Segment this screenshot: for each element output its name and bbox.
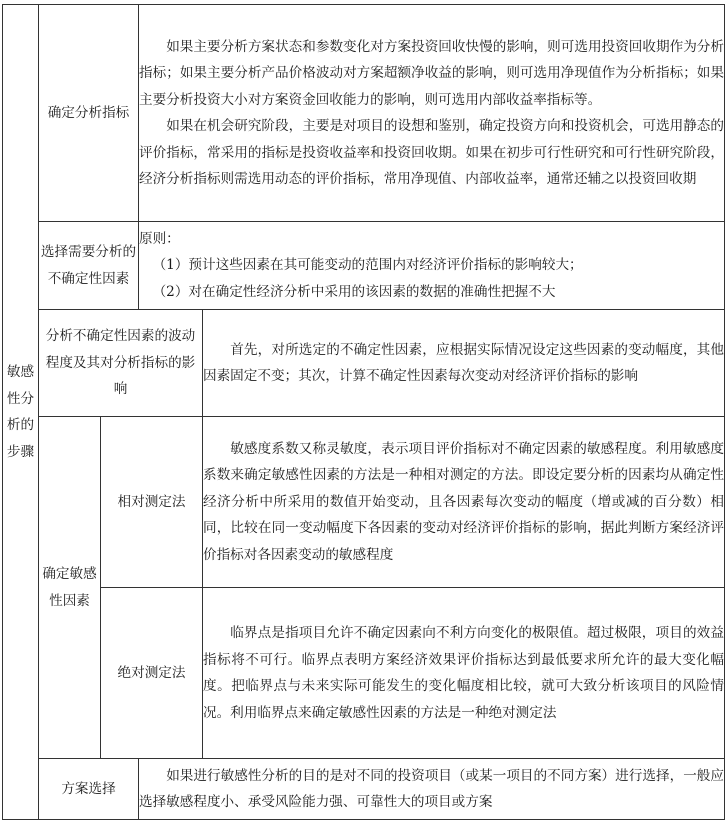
indicator-paragraph-2: 如果在机会研究阶段，主要是对项目的设想和鉴别，确定投资方向和投资机会，可选用静态的评价指标，常采用的指标是投资收益率和投资回收期。如果在初步可行性研究和可行性研究阶段，经济分析指标则需选用动态的评价指标，常用净现值、内部收益率，通常还辅之以投资回收期 [139,118,724,187]
indicator-paragraph-1: 如果主要分析方案状态和参数变化对方案投资回收快慢的影响，则可选用投资回收期作为分析指标；如果主要分析产品价格波动对方案超额净收益的影响，则可选用净现值作为分析指标；如果主要分析投资大小对方案资金回收能力的影响，则可选用内部收益率指标等。 [139,38,724,108]
row-label-indicator: 确定分析指标 [39,5,139,222]
absolute-text: 临界点是指项目允许不确定因素向不利方向变化的极限值。超过极限，项目的效益指标将不可行。临界点表明方案经济效果评价指标达到最低要求所允许的最大变化幅度。把临界点与未来实际可能发生的变化幅度相比较，就可大致分析该项目的风险情况。利用临界点来确定敏感性因素的方法是一种绝对测定法 [203,625,724,721]
row-label-fluctuation: 分析不确定性因素的波动程度及其对分析指标的影响 [39,310,203,417]
row-label-sensitive-factors: 确定敏感性因素 [39,417,101,759]
row-content-indicator [139,5,725,222]
row-content-fluctuation [203,310,725,417]
row-label-select-factors: 选择需要分析的不确定性因素 [39,222,139,310]
row-content-select-factors [139,222,725,310]
row-content-scheme-selection [139,759,725,820]
sensitivity-analysis-table [2,4,725,820]
row-content-relative [203,417,725,588]
row-content-absolute [203,588,725,759]
row-label-scheme-selection: 方案选择 [39,759,139,820]
fluctuation-text: 首先，对所选定的不确定性因素，应根据实际情况设定这些因素的变动幅度，其他因素固定不变；其次，计算不确定性因素每次变动对经济评价指标的影响 [203,341,724,384]
principle-item-2: （2）对在确定性经济分析中采用的该因素的数据的准确性把握不大 [152,283,556,300]
principle-item-1: （1）预计这些因素在其可能变动的范围内对经济评价指标的影响较大； [152,257,583,274]
scheme-selection-text: 如果进行敏感性分析的目的是对不同的投资项目（或某一项目的不同方案）进行选择，一般应选择敏感程度小、承受风险能力强、可靠性大的项目或方案 [139,767,724,810]
section-label: 敏感性分析的步骤 [3,5,39,820]
principle-title: 原则： [139,230,180,247]
relative-text: 敏感度系数又称灵敏度，表示项目评价指标对不确定因素的敏感程度。利用敏感度系数来确定敏感性因素的方法是一种相对测定的方法。即设定要分析的因素均从确定性经济分析中所采用的数值开始变动，且各因素每次变动的幅度（增或减的百分数）相同，比较在同一变动幅度下各因素的变动对经济评价指标的影响，据此判断方案经济评价指标对各因素变动的敏感程度 [203,440,724,563]
sub-label-absolute: 绝对测定法 [101,588,203,759]
sub-label-relative: 相对测定法 [101,417,203,588]
